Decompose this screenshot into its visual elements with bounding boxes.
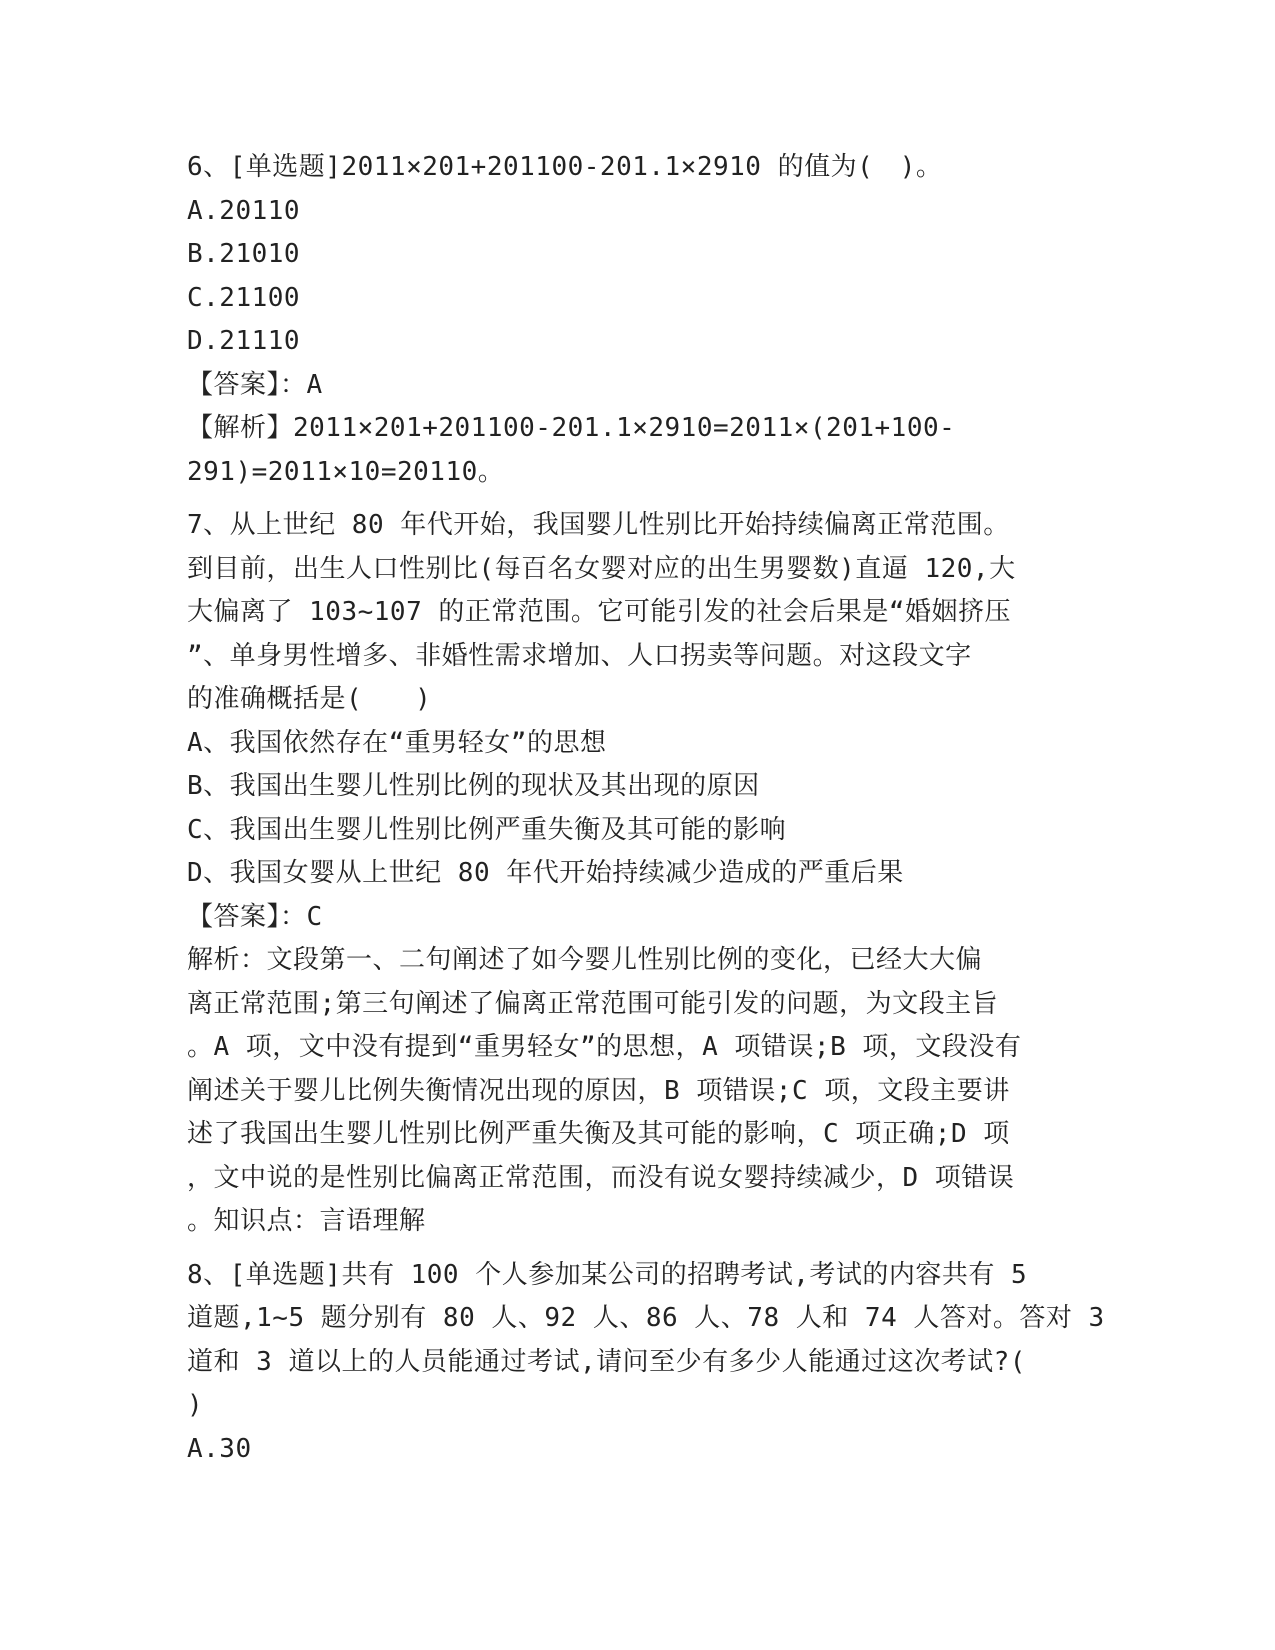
option-d: D.21110 xyxy=(187,326,301,356)
option-b: B.21010 xyxy=(187,239,301,269)
analysis-line: 【解析】2011×201+201100-201.1×2910=2011×(201+100- xyxy=(187,413,956,443)
analysis-line: 。A 项，文中没有提到“重男轻女”的思想，A 项错误;B 项，文段没有 xyxy=(187,1032,1022,1062)
analysis-line: 述了我国出生婴儿性别比例严重失衡及其可能的影响，C 项正确;D 项 xyxy=(187,1119,1010,1149)
question-7 xyxy=(187,504,1087,1244)
question-stem-line: 7、从上世纪 80 年代开始，我国婴儿性别比开始持续偏离正常范围。 xyxy=(187,510,1010,540)
question-stem-line: 8、[单选题]共有 100 个人参加某公司的招聘考试,考试的内容共有 5 xyxy=(187,1259,1028,1290)
analysis-line: ，文中说的是性别比偏离正常范围，而没有说女婴持续减少，D 项错误 xyxy=(187,1162,1015,1193)
option-b: B、我国出生婴儿性别比例的现状及其出现的原因 xyxy=(187,771,760,801)
analysis-line: 离正常范围;第三句阐述了偏离正常范围可能引发的问题，为文段主旨 xyxy=(187,988,999,1019)
analysis-line: 291)=2011×10=20110。 xyxy=(187,456,505,487)
question-6 xyxy=(187,146,1087,494)
option-c: C.21100 xyxy=(187,282,301,313)
analysis-line: 解析：文段第一、二句阐述了如今婴儿性别比例的变化，已经大大偏 xyxy=(187,945,983,975)
option-a: A.30 xyxy=(187,1433,252,1464)
answer: 【答案】：C xyxy=(187,901,323,932)
option-c: C、我国出生婴儿性别比例严重失衡及其可能的影响 xyxy=(187,814,787,845)
question-stem-line: ) xyxy=(187,1390,204,1420)
analysis-line: 阐述关于婴儿比例失衡情况出现的原因，B 项错误;C 项，文段主要讲 xyxy=(187,1075,1010,1106)
analysis-line: 。知识点：言语理解 xyxy=(187,1206,426,1236)
question-stem-line: 到目前，出生人口性别比(每百名女婴对应的出生男婴数)直逼 120,大 xyxy=(187,553,1016,584)
question-stem-line: 道和 3 道以上的人员能通过考试,请问至少有多少人能通过这次考试?( xyxy=(187,1346,1026,1377)
document-page xyxy=(187,146,1105,1471)
question-stem-line: 的准确概括是( ) xyxy=(187,684,432,714)
question-stem-line: ”、单身男性增多、非婚性需求增加、人口拐卖等问题。对这段文字 xyxy=(187,640,972,671)
question-stem-line: 道题,1~5 题分别有 80 人、92 人、86 人、78 人和 74 人答对。答对 3 xyxy=(187,1303,1105,1333)
option-d: D、我国女婴从上世纪 80 年代开始持续减少造成的严重后果 xyxy=(187,858,904,888)
option-a: A.20110 xyxy=(187,195,301,226)
answer: 【答案】：A xyxy=(187,369,323,400)
question-stem-line: 大偏离了 103~107 的正常范围。它可能引发的社会后果是“婚姻挤压 xyxy=(187,597,1012,627)
option-a: A、我国依然存在“重男轻女”的思想 xyxy=(187,727,607,758)
question-stem: 6、[单选题]2011×201+201100-201.1×2910 的值为( )。 xyxy=(187,152,943,182)
question-8 xyxy=(187,1254,1105,1472)
